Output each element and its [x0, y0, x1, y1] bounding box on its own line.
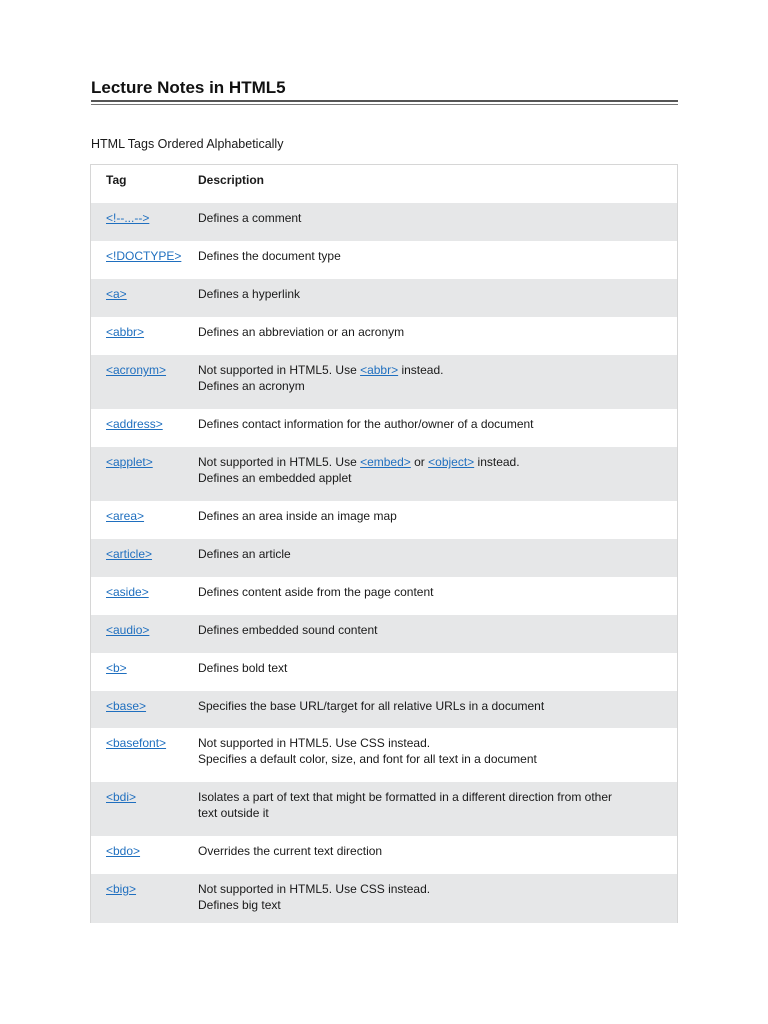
tag-description: Defines an area inside an image map [198, 509, 397, 523]
tag-link[interactable]: <area> [106, 509, 145, 523]
description-text: instead. [398, 363, 444, 377]
tag-link[interactable]: <!DOCTYPE> [106, 249, 182, 263]
tag-link[interactable]: <!--...--> [106, 211, 150, 225]
tag-description: Defines content aside from the page content [198, 585, 434, 599]
tag-link[interactable]: <address> [106, 417, 163, 431]
table-row [91, 317, 677, 355]
table-row [91, 279, 677, 317]
table-row [91, 355, 677, 409]
table-row [91, 728, 677, 782]
table-row [91, 653, 677, 691]
title-rule [91, 100, 678, 102]
header-description: Description [198, 173, 265, 187]
table-row [91, 447, 677, 501]
tag-description: Defines a comment [198, 211, 302, 225]
table-row [91, 836, 677, 874]
tag-description [198, 735, 677, 767]
description-text: Defines an acronym [198, 379, 305, 393]
tag-description [198, 454, 677, 486]
tag-description: Defines bold text [198, 661, 288, 675]
tag-link[interactable]: <aside> [106, 585, 149, 599]
table-row [91, 874, 677, 923]
tag-description: Defines an abbreviation or an acronym [198, 325, 405, 339]
tag-description [198, 789, 677, 821]
description-text: Specifies a default color, size, and font for all text in a document [198, 752, 537, 766]
tag-link[interactable]: <abbr> [106, 325, 145, 339]
description-text: Not supported in HTML5. Use CSS instead. [198, 882, 431, 896]
object-link[interactable]: <object> [428, 455, 475, 469]
header-tag: Tag [106, 173, 127, 187]
page-subtitle: HTML Tags Ordered Alphabetically [91, 137, 284, 151]
tag-description: Defines contact information for the author/owner of a document [198, 417, 534, 431]
tag-description: Overrides the current text direction [198, 844, 383, 858]
description-text: instead. [474, 455, 520, 469]
description-text: Not supported in HTML5. Use CSS instead. [198, 736, 431, 750]
tag-link[interactable]: <base> [106, 699, 147, 713]
tags-table [90, 164, 678, 923]
tag-link[interactable]: <applet> [106, 455, 153, 469]
tag-link[interactable]: <a> [106, 287, 127, 301]
tag-description: Specifies the base URL/target for all relative URLs in a document [198, 699, 545, 713]
tag-link[interactable]: <audio> [106, 623, 150, 637]
tag-link[interactable]: <basefont> [106, 736, 167, 750]
tag-link[interactable]: <big> [106, 882, 137, 896]
table-row [91, 241, 677, 279]
tag-description: Defines an article [198, 547, 291, 561]
description-text: Defines big text [198, 898, 281, 912]
tag-link[interactable]: <bdi> [106, 790, 137, 804]
table-header-row [91, 165, 677, 203]
description-text: Not supported in HTML5. Use [198, 455, 361, 469]
table-row [91, 691, 677, 728]
tag-link[interactable]: <article> [106, 547, 153, 561]
description-text: Isolates a part of text that might be formatted in a different direction from other [198, 790, 612, 804]
table-row [91, 501, 677, 539]
table-row [91, 577, 677, 615]
tag-description [198, 881, 677, 913]
table-row [91, 782, 677, 836]
table-row [91, 203, 677, 241]
tag-link[interactable]: <b> [106, 661, 127, 675]
table-row [91, 409, 677, 447]
description-text: Not supported in HTML5. Use [198, 363, 361, 377]
tag-description: Defines embedded sound content [198, 623, 378, 637]
tag-link[interactable]: <acronym> [106, 363, 167, 377]
page-title: Lecture Notes in HTML5 [91, 78, 286, 97]
description-text: text outside it [198, 806, 269, 820]
embed-link[interactable]: <embed> [360, 455, 411, 469]
abbr-link[interactable]: <abbr> [360, 363, 399, 377]
table-row [91, 615, 677, 653]
tag-description: Defines the document type [198, 249, 341, 263]
title-rule-thin [91, 104, 678, 105]
table-row [91, 539, 677, 577]
description-text: or [410, 455, 429, 469]
tag-description [198, 362, 677, 394]
tag-link[interactable]: <bdo> [106, 844, 141, 858]
description-text: Defines an embedded applet [198, 471, 352, 485]
tag-description: Defines a hyperlink [198, 287, 301, 301]
